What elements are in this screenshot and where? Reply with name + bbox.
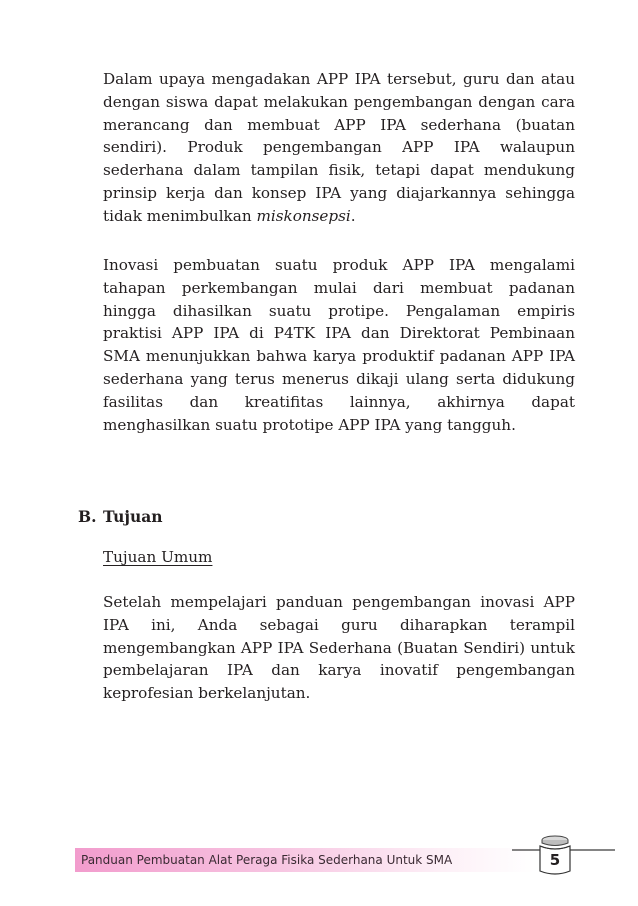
section-heading [78,506,163,528]
section-letter: B. [78,507,97,526]
paragraph-text: Dalam upaya mengadakan APP IPA tersebut, guru dan atau dengan siswa dapat melakukan pengembangan dengan cara merancang dan membuat APP IPA sederhana (buatan sendiri). Produk pengembangan APP IPA walaupun sederhana dalam tampilan fisik, tetapi dapat mendukung prinsip kerja dan konsep IPA yang diajarkannya sehingga tidak menimbulkan [103,70,575,225]
subsection-heading: Tujuan Umum [103,548,213,566]
paragraph-end: . [350,206,356,225]
paragraph-objective: Setelah mempelajari panduan pengembangan inovasi APP IPA ini, Anda sebagai guru diharapkan terampil mengembangkan APP IPA Sederhana (Buatan Sendiri) untuk pembelajaran IPA dan karya inovatif pengembangan keprofesian berkelanjutan. [103,593,575,703]
paragraph-innovation: Inovasi pembuatan suatu produk APP IPA mengalami tahapan perkembangan mulai dari membuat padanan hingga dihasilkan suatu protipe. Pengalaman empiris praktisi APP IPA di P4TK IPA dan Direktorat Pembinaan SMA menunjukkan bahwa karya produktif padanan APP IPA sederhana yang terus menerus dikaji ulang serta didukung fasilitas dan kreatifitas lainnya, akhirnya dapat menghasilkan suatu prototipe APP IPA yang tangguh. [103,256,575,434]
page-number: 5 [549,851,561,869]
section-title: Tujuan [103,507,163,526]
paragraph-app-ipa-development [103,68,575,228]
italic-term: miskonsepsi [256,206,351,225]
footer-book-title: Panduan Pembuatan Alat Peraga Fisika Sederhana Untuk SMA [81,853,453,867]
